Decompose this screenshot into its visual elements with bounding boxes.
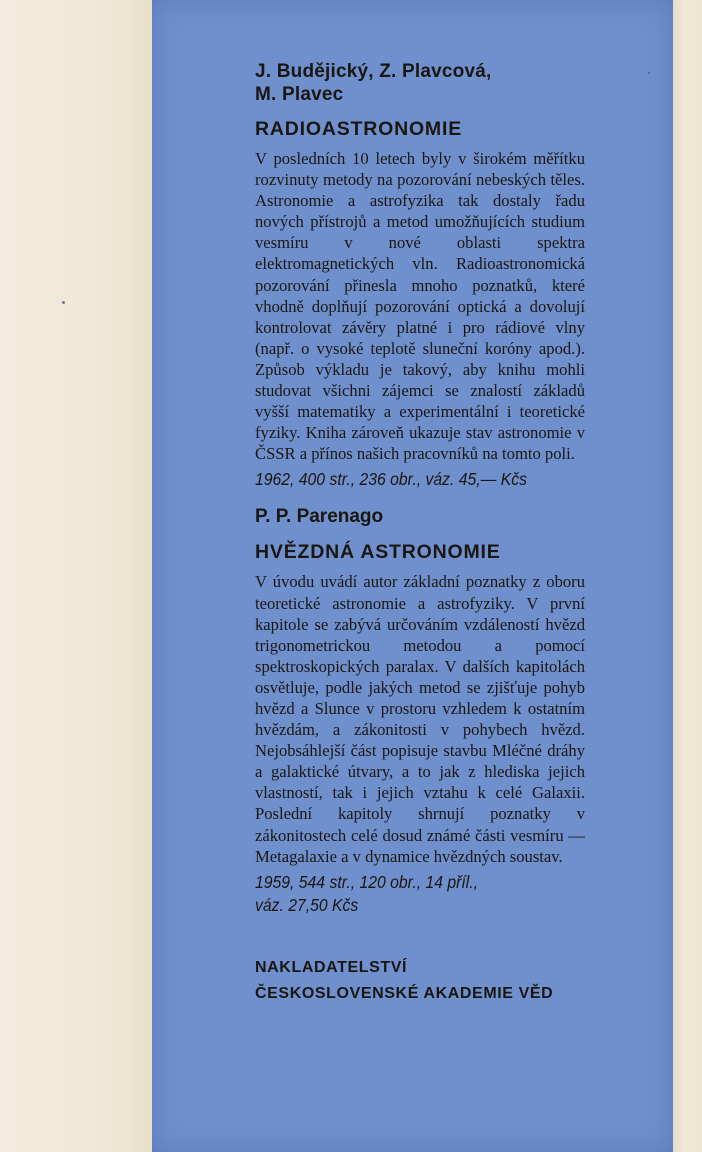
book1-description: V posledních 10 letech byly v širokém měřítku rozvinuty metody na pozorování nebeských těles. Astronomie a astrofyzika tak dostaly řadu nových přístrojů a metod umožňujících studium vesmíru v nové oblasti spektra elektromagnetických vln. Radioastronomická pozorování přinesla mnoho poznatků, které vhodně doplňují pozorování optická a dovolují kontrolovat závěry platné i pro rádiové vlny (např. o vysoké teplotě sluneční koróny apod.). Způsob výkladu je takový, aby knihu mohli studovat všichni zájemci se znalostí základů vyšší matematiky a experimentální i teoretické fyziky. Kniha zároveň ukazuje stav astronomie v ČSSR a přínos našich pracovníků na tomto poli. [255,149,585,464]
publisher-line-2: ČESKOSLOVENSKÉ AKADEMIE VĚD [255,984,554,1002]
publisher-line-1: NAKLADATELSTVÍ [255,958,408,976]
book-entry-radioastronomie [255,60,585,491]
book1-title: RADIOASTRONOMIE [255,118,462,140]
paper-speck [62,301,65,304]
book1-authors: J. Budějický, Z. Plavcová, M. Plavec [255,61,492,105]
book2-title: HVĚZDNÁ ASTRONOMIE [255,541,501,564]
book2-author: P. P. Parenago [255,506,384,528]
right-page-edge [673,0,702,1152]
paper-speck [648,72,650,74]
book1-publication-info: 1962, 400 str., 236 obr., váz. 45,— Kčs [255,469,527,490]
book2-publication-info: 1959, 544 str., 120 obr., 14 příl., váz. 27,50 Kčs [255,871,478,915]
book-entry-hvezdna-astronomie [255,505,585,916]
publisher-imprint [255,955,585,1007]
left-page-margin [0,0,152,1152]
back-cover-text [255,50,585,1007]
book2-description: V úvodu uvádí autor základní poznatky z oboru teoretické astronomie a astrofyziky. V první kapitole se zabývá určováním vzdáleností hvězd trigonometrickou metodou a pomocí spektroskopických paralax. V dalších kapitolách osvětluje, podle jakých metod se zjišťuje pohyb hvězd a Slunce v prostoru vzhledem k ostatním hvězdám, a zákonitosti v pohybech hvězd. Nejobsáhlejší část popisuje stavbu Mléčné dráhy a galaktické útvary, a to jak z hlediska jejich vlastností, tak i jejich vztahu k celé Galaxii. Poslední kapitoly shrnují poznatky v zákonitostech celé dosud známé části vesmíru — Metagalaxie a v dynamice hvězdných soustav. [255,572,585,866]
